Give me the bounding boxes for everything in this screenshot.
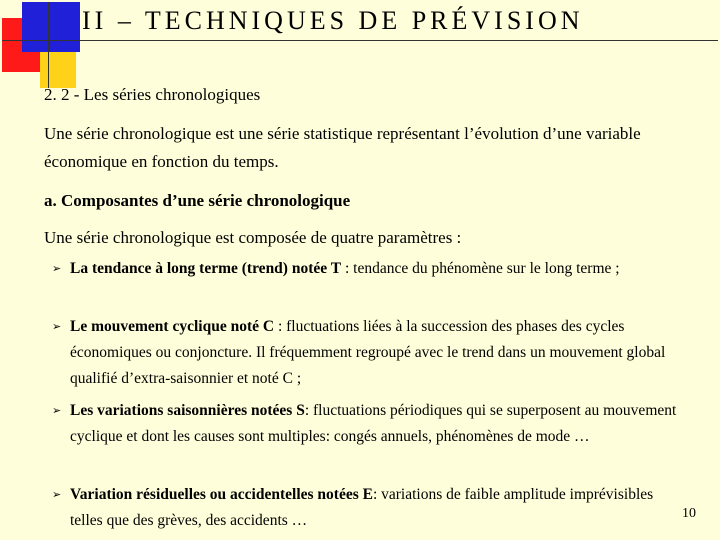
decor-vertical-line (48, 2, 49, 88)
bullet-item (70, 314, 682, 392)
bullet-arrow-icon: ➢ (52, 321, 62, 333)
section-heading: a. Composantes d’une série chronologique (44, 191, 351, 210)
bullet-term: Variation résiduelles ou accidentelles notées E (70, 486, 373, 503)
bullet-desc: : fluctuations périodiques qui se superposent au mouvement cyclique et dont les causes sont multiples: congés annuels, phénomènes de mode … (70, 402, 677, 445)
page-number: 10 (682, 506, 696, 521)
bullet-term: La tendance à long terme (trend) notée T (70, 260, 342, 277)
bullet-item (70, 256, 682, 282)
bullet-term: Le mouvement cyclique noté C (70, 318, 275, 335)
intro-paragraph: Une série chronologique est une série statistique représentant l’évolution d’une variable économique en fonction du temps. (44, 124, 641, 171)
slide-title: II – TECHNIQUES DE PRÉVISION (82, 6, 584, 35)
section-subtitle: 2. 2 - Les séries chronologiques (44, 85, 261, 104)
bullet-item (70, 398, 682, 450)
title-rule (2, 40, 718, 41)
bullet-arrow-icon: ➢ (52, 405, 62, 417)
bullet-desc: : fluctuations liées à la succession des phases des cycles économiques ou conjoncture. Il fréquemment regroupé avec le trend dans un mouvement global qualifié d’extra-saisonnier et noté C ; (70, 318, 666, 387)
decor-blue-square (22, 2, 80, 52)
bullet-arrow-icon: ➢ (52, 263, 62, 275)
bullet-term: Les variations saisonnières notées S (70, 402, 305, 419)
lead-paragraph: Une série chronologique est composée de quatre paramètres : (44, 228, 462, 247)
bullet-desc: : variations de faible amplitude imprévisibles telles que des grèves, des accidents … (70, 486, 654, 529)
bullet-arrow-icon: ➢ (52, 489, 62, 501)
bullet-desc: : tendance du phénomène sur le long terme ; (341, 260, 620, 277)
decor-yellow-square (40, 52, 76, 88)
bullet-item (70, 482, 682, 534)
